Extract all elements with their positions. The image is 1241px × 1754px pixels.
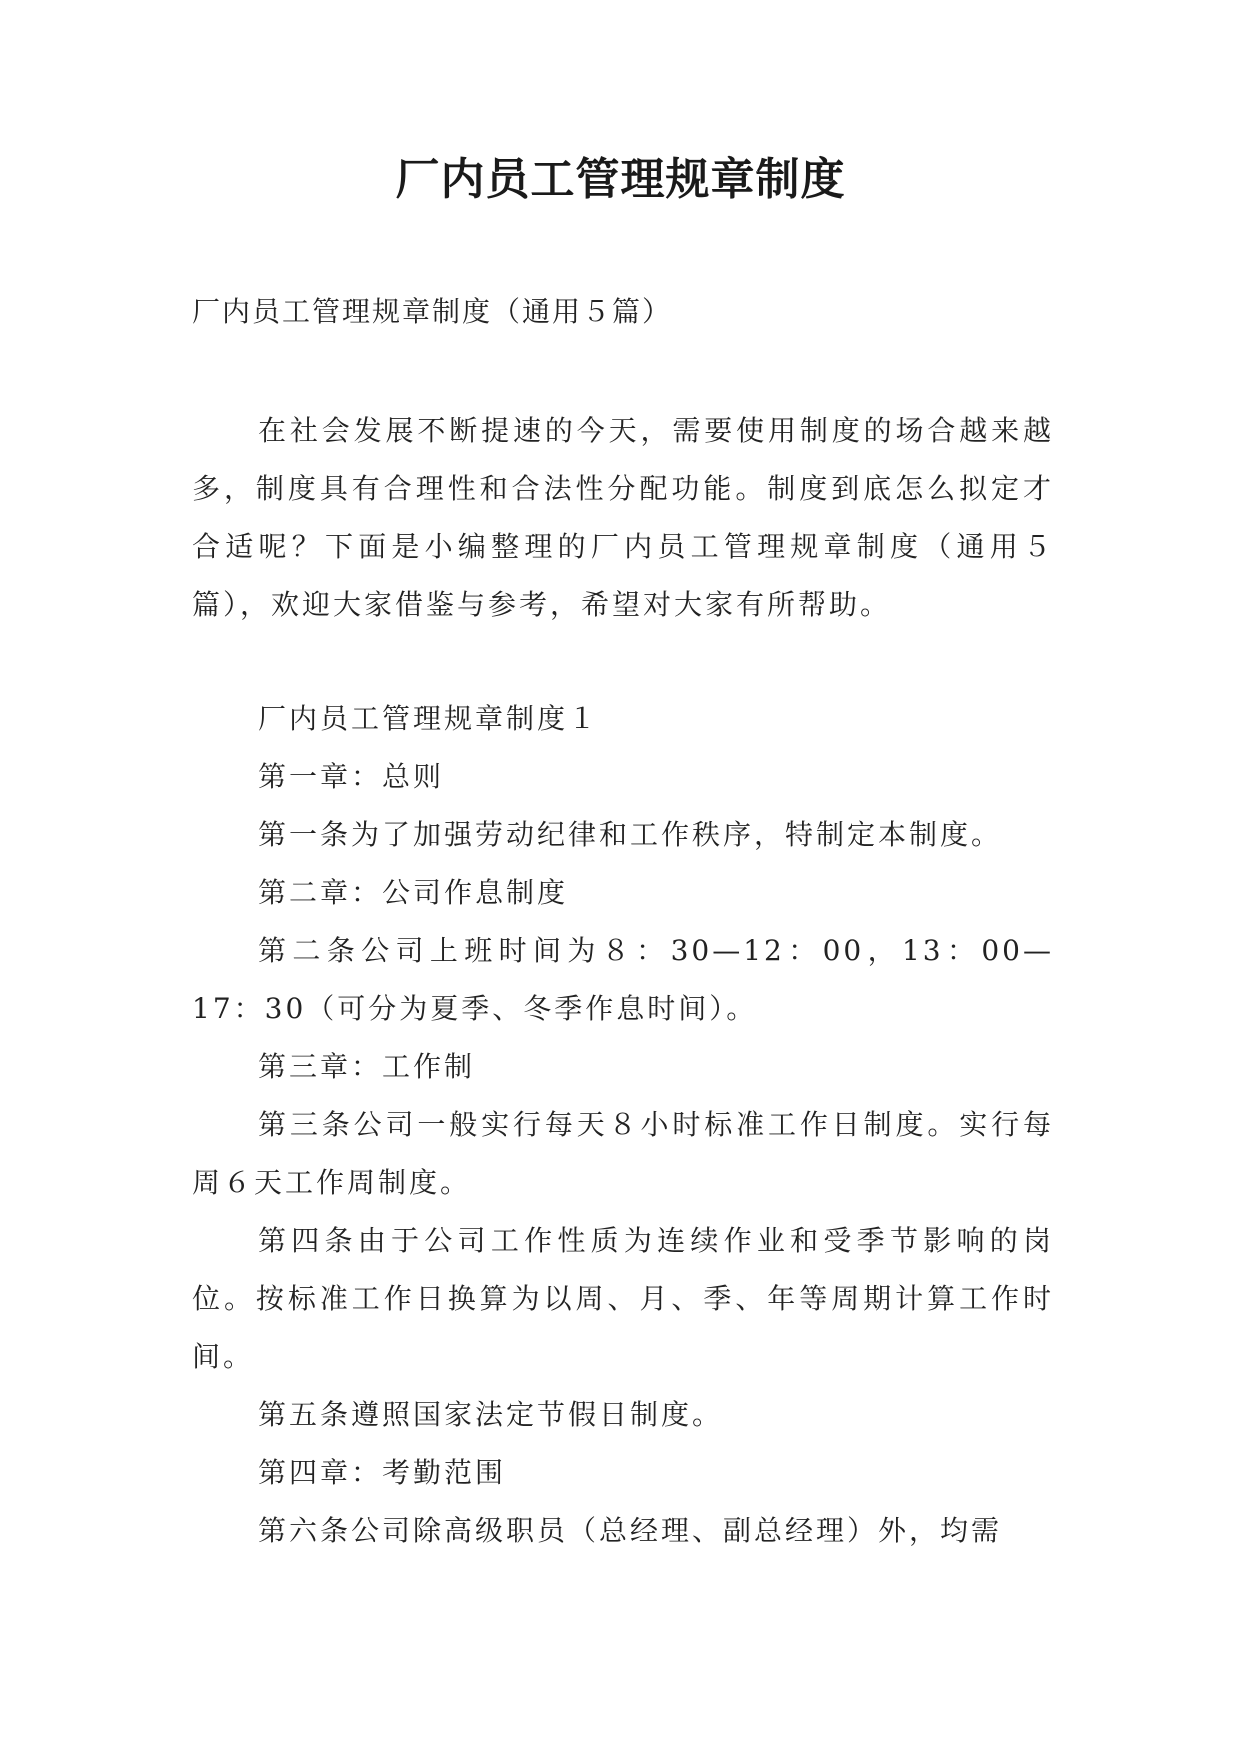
chapter-heading: 第一章：总则 <box>258 760 445 793</box>
article-paragraph: 第四条由于公司工作性质为连续作业和受季节影响的岗位。按标准工作日换算为以周、月、季、年等周期计算工作时间。 <box>192 1224 1054 1373</box>
chapter-heading: 第四章：考勤范围 <box>258 1456 507 1489</box>
chapter-heading: 第三章：工作制 <box>258 1050 476 1083</box>
article-paragraph: 第一条为了加强劳动纪律和工作秩序，特制定本制度。 <box>258 818 1003 851</box>
article-paragraph: 第二条公司上班时间为８：30—12：00，13：00—17：30（可分为夏季、冬季作息时间）。 <box>192 934 1054 1025</box>
article-paragraph: 第五条遵照国家法定节假日制度。 <box>258 1398 724 1431</box>
chapter-heading: 第二章：公司作息制度 <box>258 876 569 909</box>
document-title: 厂内员工管理规章制度 <box>395 154 846 205</box>
article-paragraph: 第三条公司一般实行每天８小时标准工作日制度。实行每周６天工作周制度。 <box>192 1108 1054 1199</box>
intro-paragraph: 在社会发展不断提速的今天，需要使用制度的场合越来越多，制度具有合理性和合法性分配功能。制度到底怎么拟定才合适呢？下面是小编整理的厂内员工管理规章制度（通用５篇），欢迎大家借鉴与参考，希望对大家有所帮助。 <box>192 414 1054 621</box>
section-heading: 厂内员工管理规章制度１ <box>258 702 600 735</box>
document-subtitle: 厂内员工管理规章制度（通用５篇） <box>192 295 673 328</box>
article-paragraph: 第六条公司除高级职员（总经理、副总经理）外，均需 <box>258 1514 1003 1547</box>
articles-section <box>192 690 1054 1560</box>
